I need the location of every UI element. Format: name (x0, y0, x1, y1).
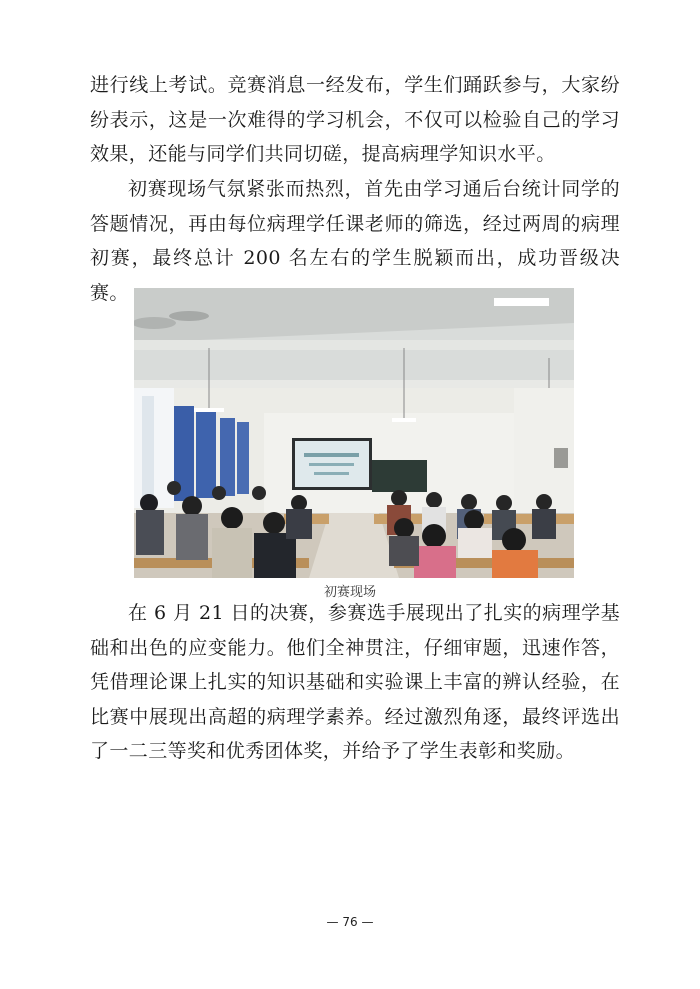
page-number: — 76 — (326, 915, 374, 929)
paragraph-2: 初赛现场气氛紧张而热烈，首先由学习通后台统计同学的答题情况，再由每位病理学任课老师的筛选，经过两周的病理初赛，最终总计 200 名左右的学生脱颖而出，成功晋级决赛。 (90, 178, 620, 304)
paragraph-3: 在 6 月 21 日的决赛，参赛选手展现出了扎实的病理学基础和出色的应变能力。他们全神贯注，仔细审题，迅速作答，凭借理论课上扎实的知识基础和实验课上丰富的辨认经验，在比赛中展现出高超的病理学素养。经过激烈角逐，最终评选出了一二三等奖和优秀团体奖，并给予了学生表彰和奖励。 (90, 602, 620, 762)
photo-caption: 初赛现场 (323, 585, 376, 600)
paragraph-1: 进行线上考试。竞赛消息一经发布，学生们踊跃参与，大家纷纷表示，这是一次难得的学习机会，不仅可以检验自己的学习效果，还能与同学们共同切磋，提高病理学知识水平。 (90, 74, 620, 165)
contest-photo (134, 288, 574, 578)
